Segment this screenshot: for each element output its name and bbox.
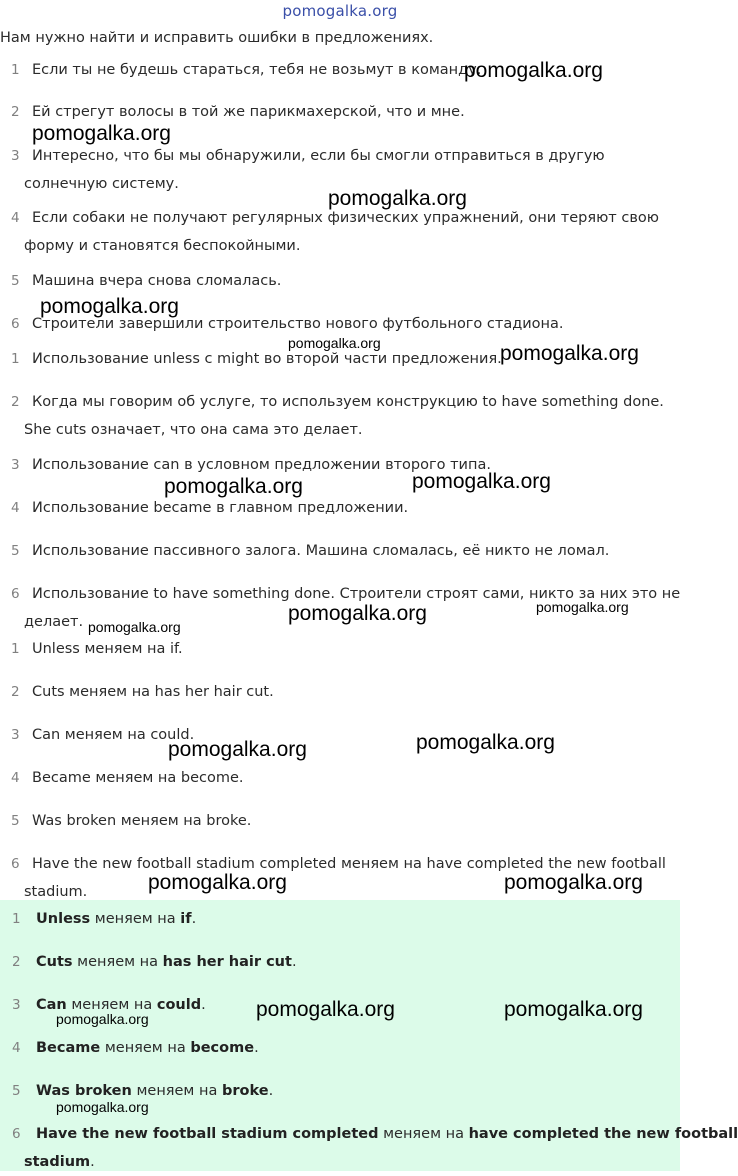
watermark: pomogalka.org <box>328 187 467 210</box>
item-number: 3 <box>12 997 21 1013</box>
answer-connector: меняем на <box>131 1083 222 1099</box>
item-number: 6 <box>11 856 20 872</box>
watermark: pomogalka.org <box>56 1099 149 1115</box>
wrong-word: Can <box>36 997 67 1013</box>
item-number: 5 <box>11 273 20 289</box>
watermark: pomogalka.org <box>412 470 551 493</box>
answer-period: . <box>291 954 297 970</box>
answer-connector: меняем на <box>378 1126 469 1142</box>
item-number: 6 <box>11 586 20 602</box>
sentence-text-cont: солнечную систему. <box>24 176 179 192</box>
answer-text <box>36 1120 738 1148</box>
item-number: 4 <box>11 210 20 226</box>
answer-text <box>36 1034 259 1062</box>
item-number: 3 <box>11 457 20 473</box>
correction-text: Unless меняем на if. <box>32 641 183 657</box>
watermark: pomogalka.org <box>500 342 639 365</box>
wrong-word: Cuts <box>36 954 73 970</box>
sentence-text: Машина вчера снова сломалась. <box>32 273 282 289</box>
item-number: 6 <box>12 1126 21 1142</box>
intro-text: Нам нужно найти и исправить ошибки в предложениях. <box>0 30 434 46</box>
explanation-text-cont: She cuts означает, что она сама это делает. <box>24 422 363 438</box>
correction-text: Cuts меняем на has her hair cut. <box>32 684 274 700</box>
watermark: pomogalka.org <box>88 619 181 635</box>
answer-period: . <box>268 1083 274 1099</box>
right-word: have completed the new football <box>468 1126 738 1142</box>
answer-text <box>36 905 196 933</box>
sentence-text-cont: форму и становятся беспокойными. <box>24 238 301 254</box>
watermark: pomogalka.org <box>168 738 307 761</box>
sentence-text: Строители завершили строительство нового футбольного стадиона. <box>32 316 564 332</box>
watermark: pomogalka.org <box>288 602 427 625</box>
sentence-text: Если ты не будешь стараться, тебя не возьмут в команду. <box>32 62 482 78</box>
explanation-text: Использование to have something done. Строители строят сами, никто за них это не <box>32 586 681 602</box>
watermark: pomogalka.org <box>536 599 629 615</box>
item-number: 4 <box>11 770 20 786</box>
item-number: 1 <box>11 62 20 78</box>
right-word: become <box>190 1040 255 1056</box>
sentence-text: Ей стрегут волосы в той же парикмахерской, что и мне. <box>32 104 465 120</box>
item-number: 3 <box>11 148 20 164</box>
answer-period: . <box>191 911 197 927</box>
watermark: pomogalka.org <box>32 122 171 145</box>
watermark: pomogalka.org <box>40 295 179 318</box>
item-number: 2 <box>11 104 20 120</box>
watermark: pomogalka.org <box>288 335 381 351</box>
item-number: 5 <box>12 1083 21 1099</box>
answer-period: . <box>201 997 206 1013</box>
watermark: pomogalka.org <box>56 1011 149 1027</box>
answer-text <box>36 948 297 976</box>
answer-period: . <box>254 1040 259 1056</box>
item-number: 2 <box>11 684 20 700</box>
watermark: pomogalka.org <box>416 731 555 754</box>
answer-period: . <box>90 1154 95 1170</box>
right-word: if <box>180 911 192 927</box>
watermark: pomogalka.org <box>164 475 303 498</box>
item-number: 4 <box>11 500 20 516</box>
correction-text-cont: stadium. <box>24 884 88 900</box>
item-number: 1 <box>12 911 21 927</box>
item-number: 4 <box>12 1040 21 1056</box>
item-number: 2 <box>12 954 21 970</box>
item-number: 5 <box>11 543 20 559</box>
right-word: has her hair cut <box>162 954 292 970</box>
explanation-text: Когда мы говорим об услуге, то используем конструкцию to have something done. <box>32 394 664 410</box>
right-word-cont: stadium <box>24 1154 91 1170</box>
explanation-text: Использование unless с might во второй части предложения. <box>32 351 502 367</box>
correction-text: Have the new football stadium completed меняем на have completed the new football <box>32 856 666 872</box>
wrong-word: Have the new football stadium completed <box>36 1126 379 1142</box>
item-number: 6 <box>11 316 20 332</box>
wrong-word: Was broken <box>36 1083 132 1099</box>
correction-text: Can меняем на could. <box>32 727 195 743</box>
right-word: could <box>156 997 202 1013</box>
watermark: pomogalka.org <box>148 871 287 894</box>
answer-connector: меняем на <box>66 997 157 1013</box>
item-number: 5 <box>11 813 20 829</box>
correction-text: Was broken меняем на broke. <box>32 813 252 829</box>
right-word: broke <box>221 1083 269 1099</box>
item-number: 1 <box>11 641 20 657</box>
watermark: pomogalka.org <box>504 871 643 894</box>
answer-connector: меняем на <box>72 954 163 970</box>
explanation-text: Использование became в главном предложении. <box>32 500 409 516</box>
item-number: 2 <box>11 394 20 410</box>
item-number: 1 <box>11 351 20 367</box>
correction-text: Became меняем на become. <box>32 770 244 786</box>
explanation-text: Использование can в условном предложении второго типа. <box>32 457 491 473</box>
answer-connector: меняем на <box>90 911 181 927</box>
answer-text-cont <box>24 1148 95 1176</box>
explanation-text-cont: делает. <box>24 614 84 630</box>
sentence-text: Если собаки не получают регулярных физических упражнений, они теряют свою <box>32 210 659 226</box>
site-logo[interactable]: pomogalka.org <box>282 2 398 20</box>
watermark: pomogalka.org <box>464 59 603 82</box>
wrong-word: Became <box>36 1040 101 1056</box>
wrong-word: Unless <box>36 911 91 927</box>
answer-connector: меняем на <box>100 1040 191 1056</box>
watermark: pomogalka.org <box>256 998 395 1021</box>
sentence-text: Интересно, что бы мы обнаружили, если бы смогли отправиться в другую <box>32 148 605 164</box>
explanation-text: Использование пассивного залога. Машина сломалась, её никто не ломал. <box>32 543 610 559</box>
item-number: 3 <box>11 727 20 743</box>
watermark: pomogalka.org <box>504 998 643 1021</box>
